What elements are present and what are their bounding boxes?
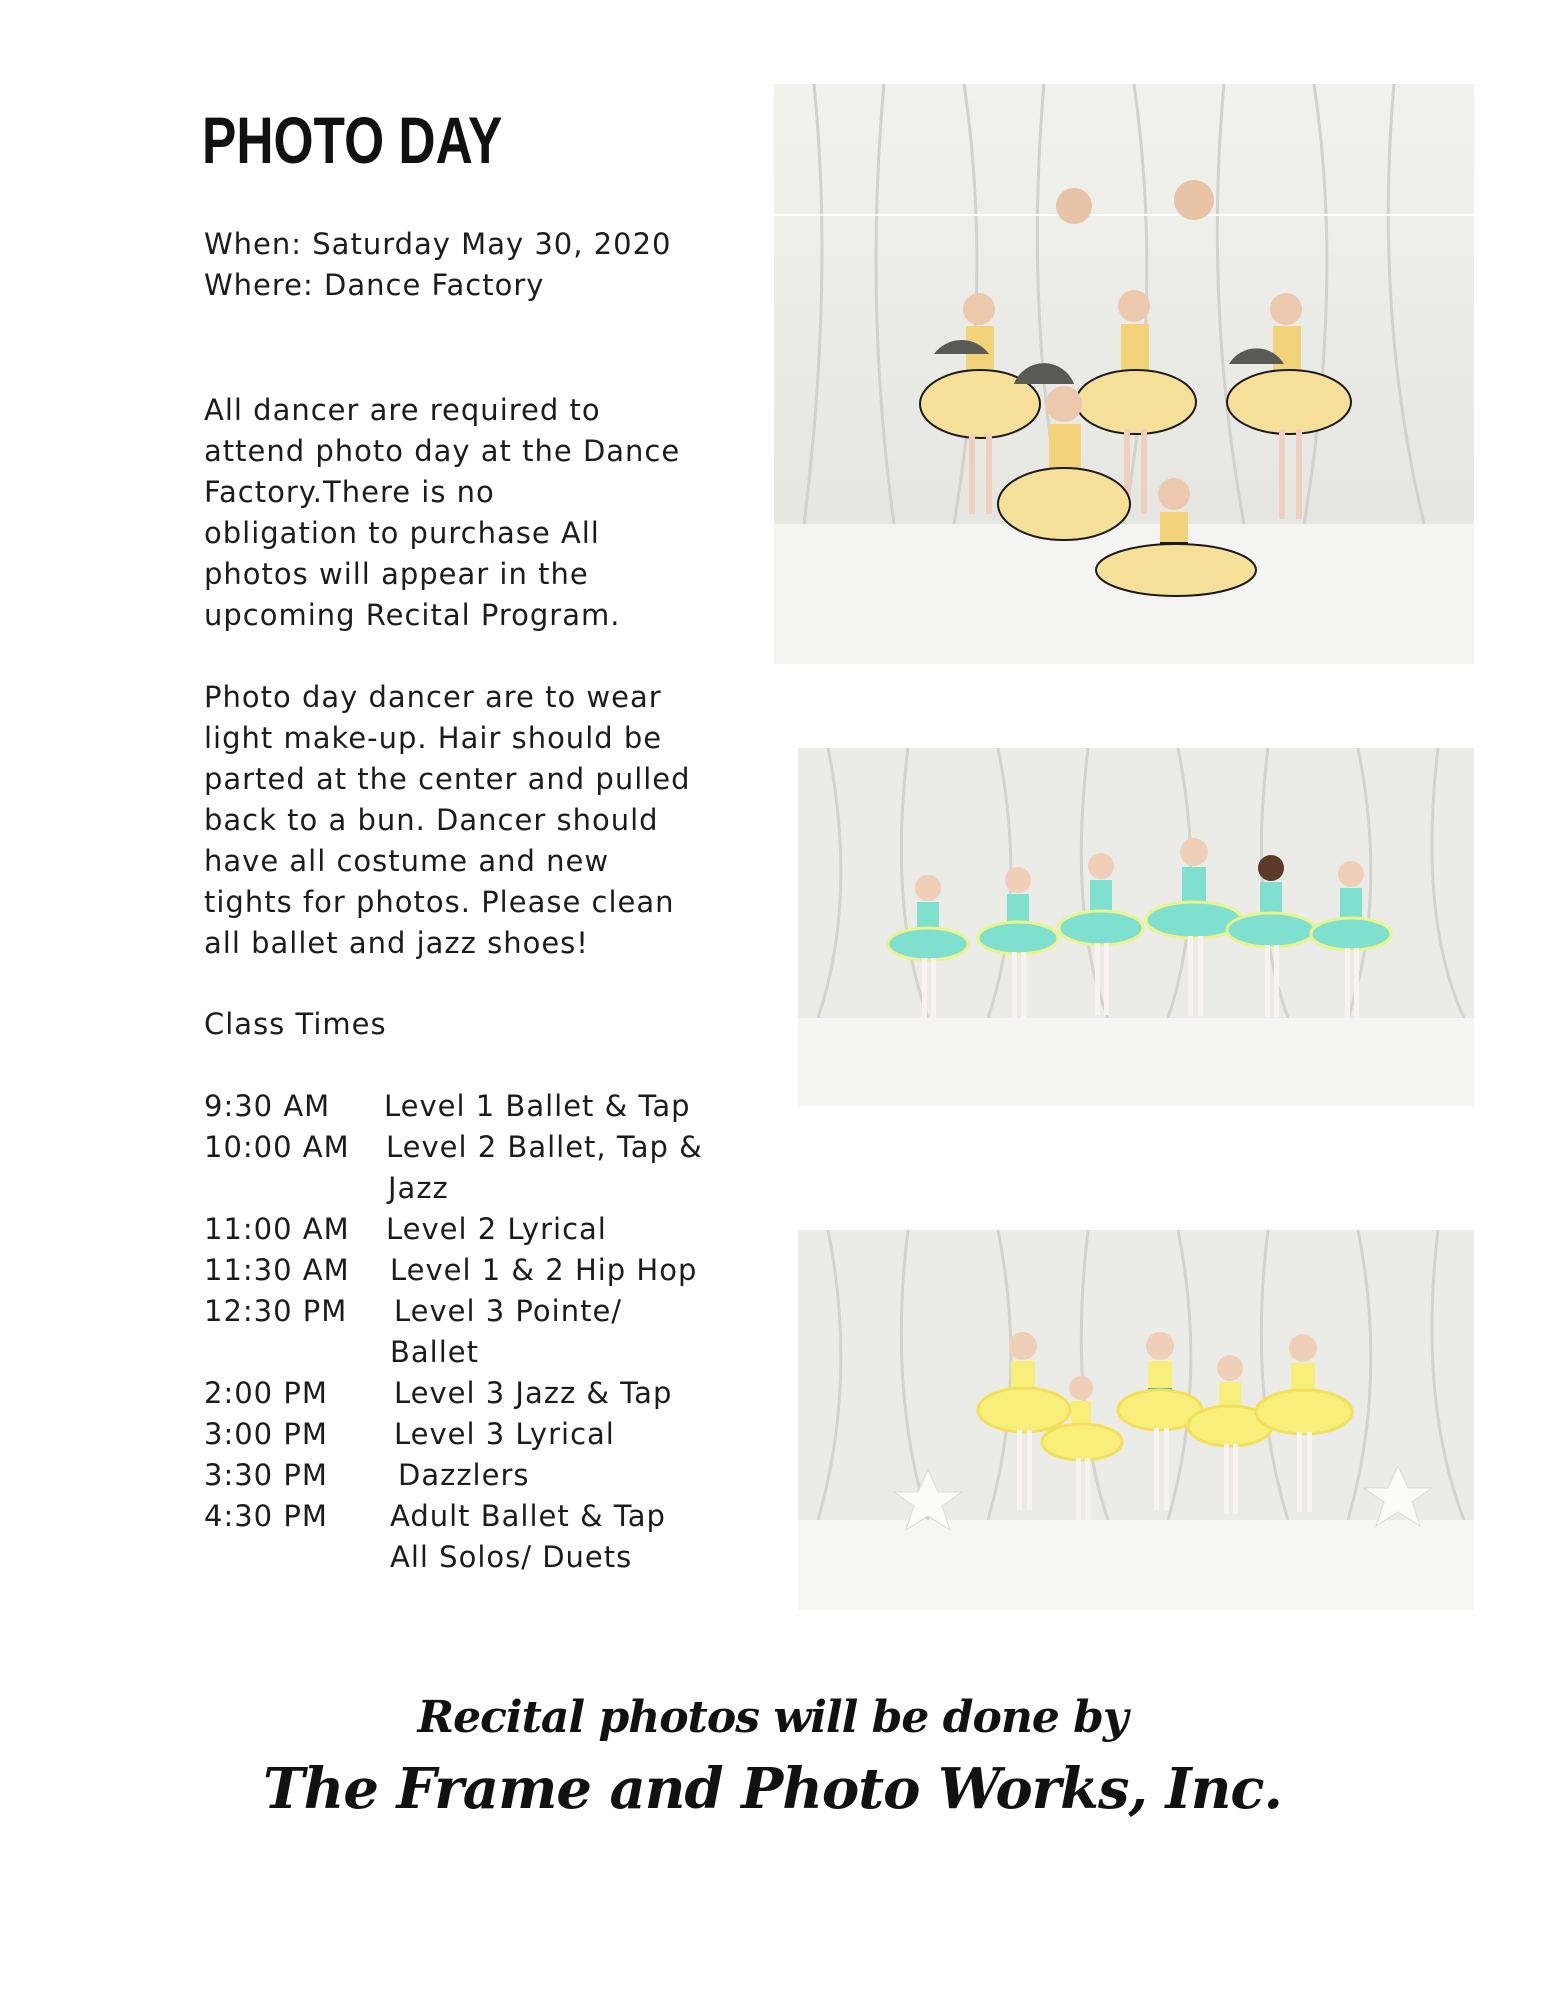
attendance-paragraph (204, 390, 724, 636)
schedule-class: Level 1 Ballet & Tap (384, 1089, 691, 1123)
paragraph-line: back to a bun. Dancer should (204, 803, 659, 837)
schedule-time: 4:30 PM (204, 1499, 328, 1533)
dance-group-photo-icon (774, 84, 1474, 664)
paragraph-line: have all costume and new (204, 844, 610, 878)
schedule-time: 9:30 AM (204, 1089, 331, 1123)
dance-group-photo-icon (798, 748, 1474, 1106)
dance-group-photo-icon (798, 1230, 1474, 1610)
footer-line-1: Recital photos will be done by (417, 1692, 1128, 1743)
schedule-class: Level 1 & 2 Hip Hop (390, 1253, 698, 1287)
dance-group-photo-2 (798, 748, 1474, 1106)
schedule-class: Level 3 Pointe/ (394, 1294, 623, 1328)
page-title: PHOTO DAY (202, 103, 503, 177)
paragraph-line: upcoming Recital Program. (204, 598, 621, 632)
footer-line-2: The Frame and Photo Works, Inc. (263, 1756, 1282, 1822)
schedule-class: Level 3 Jazz & Tap (394, 1376, 673, 1410)
paragraph-line: tights for photos. Please clean (204, 885, 675, 919)
schedule-time: 11:00 AM (204, 1212, 350, 1246)
schedule-time: 11:30 AM (204, 1253, 350, 1287)
paragraph-line: Factory.There is no (204, 475, 495, 509)
event-when: When: Saturday May 30, 2020 (204, 227, 672, 261)
schedule-class: Ballet (390, 1335, 479, 1369)
class-times-heading: Class Times (204, 1007, 387, 1041)
paragraph-line: all ballet and jazz shoes! (204, 926, 589, 960)
dance-group-photo-3 (798, 1230, 1474, 1610)
schedule-class: Dazzlers (398, 1458, 530, 1492)
paragraph-line: obligation to purchase All (204, 516, 600, 550)
instructions-paragraph (204, 677, 724, 964)
schedule-time: 3:30 PM (204, 1458, 328, 1492)
schedule-class: All Solos/ Duets (390, 1540, 633, 1574)
schedule-time: 12:30 PM (204, 1294, 348, 1328)
schedule-time: 10:00 AM (204, 1130, 350, 1164)
schedule-class: Jazz (388, 1171, 449, 1205)
schedule-time: 3:00 PM (204, 1417, 328, 1451)
paragraph-line: attend photo day at the Dance (204, 434, 681, 468)
paragraph-line: All dancer are required to (204, 393, 601, 427)
paragraph-line: Photo day dancer are to wear (204, 680, 662, 714)
schedule-class: Level 3 Lyrical (394, 1417, 615, 1451)
paragraph-line: photos will appear in the (204, 557, 589, 591)
schedule-class: Level 2 Ballet, Tap & (386, 1130, 703, 1164)
dance-group-photo-1 (774, 84, 1474, 664)
event-details (204, 224, 671, 306)
schedule-class: Adult Ballet & Tap (390, 1499, 666, 1533)
paragraph-line: light make-up. Hair should be (204, 721, 663, 755)
schedule-class: Level 2 Lyrical (386, 1212, 607, 1246)
event-where: Where: Dance Factory (204, 268, 545, 302)
paragraph-line: parted at the center and pulled (204, 762, 691, 796)
schedule-time: 2:00 PM (204, 1376, 328, 1410)
